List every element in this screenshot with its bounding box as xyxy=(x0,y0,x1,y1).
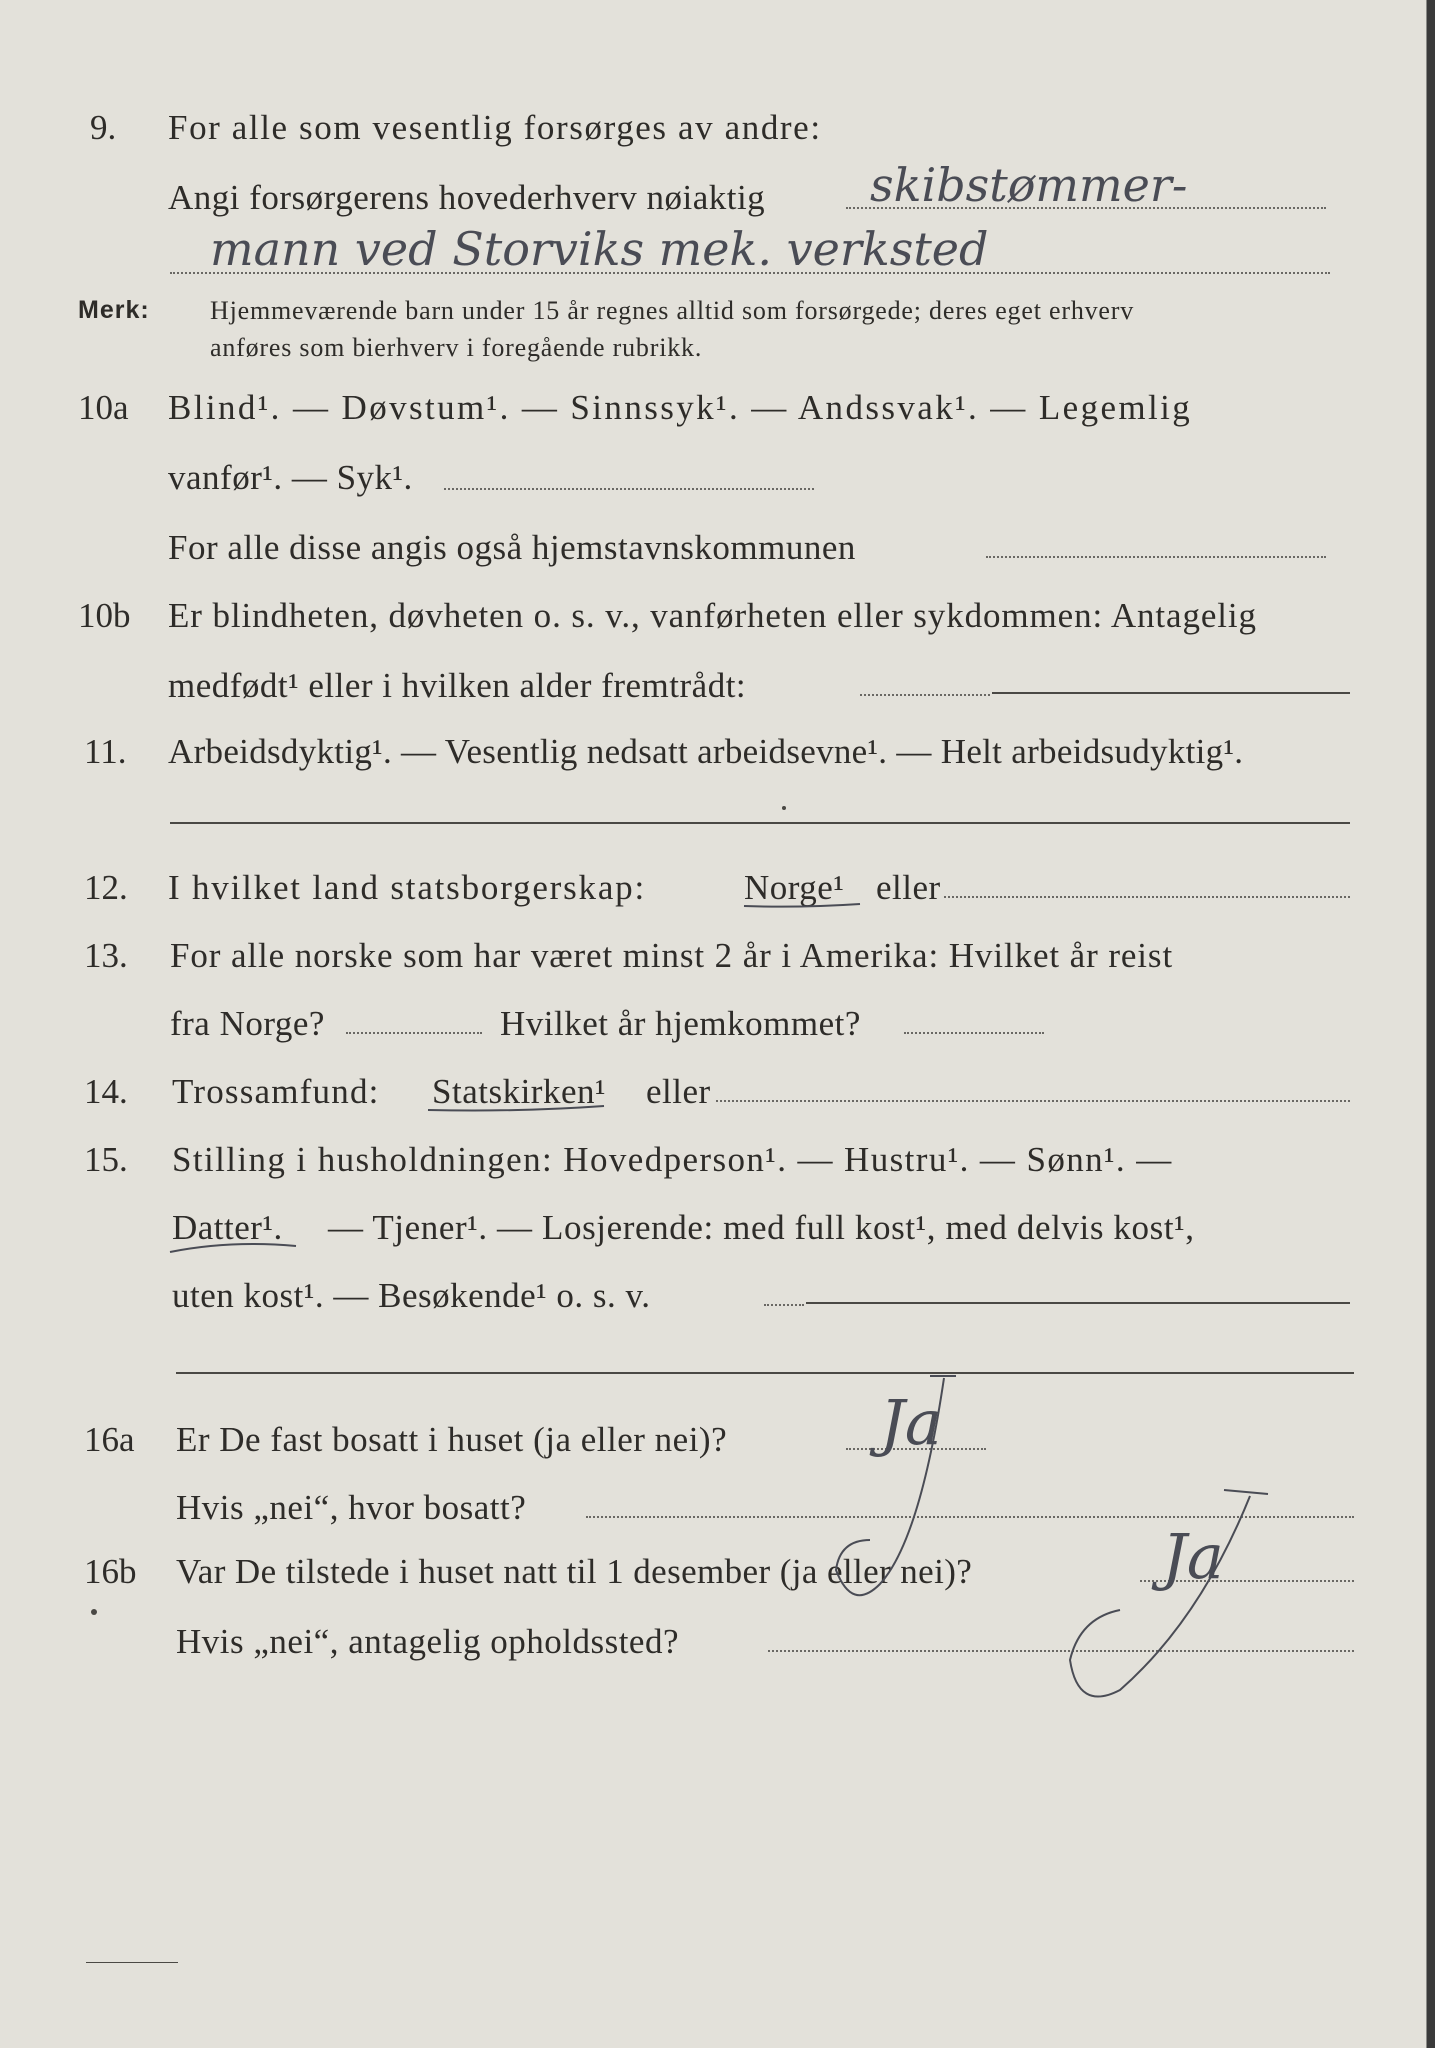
q11-line1: Arbeidsdyktig¹. — Vesentlig nedsatt arbeidsevne¹. — Helt arbeidsudyktig¹. xyxy=(168,732,1244,771)
q14-option-statskirken[interactable]: Statskirken¹ xyxy=(432,1072,606,1111)
q12-prefix: I hvilket land statsborgerskap: xyxy=(168,868,646,907)
q16b-handwritten-answer: Ja xyxy=(1162,1520,1224,1593)
q15-number: 15. xyxy=(84,1140,128,1179)
q10a-line2: vanfør¹. — Syk¹. xyxy=(168,458,413,497)
statskirken-underline xyxy=(428,1106,604,1111)
q10a-line1: Blind¹. — Døvstum¹. — Sinnssyk¹. — Andssvak¹. — Legemlig xyxy=(168,388,1193,427)
q16a-line1: Er De fast bosatt i huset (ja eller nei)? xyxy=(176,1420,728,1459)
ja-stroke-16b xyxy=(1070,1490,1268,1697)
q16a-number: 16a xyxy=(84,1420,135,1459)
q14-number: 14. xyxy=(84,1072,128,1111)
merk-label: Merk: xyxy=(78,296,150,324)
q12-number: 12. xyxy=(84,868,128,907)
q16b-number: 16b xyxy=(84,1552,137,1591)
q9-handwritten-answer1: skibstømmer- xyxy=(870,158,1188,212)
q9-line2: Angi forsørgerens hovederhverv nøiaktig xyxy=(168,178,766,217)
merk-line2: anføres som bierhverv i foregående rubrikk. xyxy=(210,333,703,362)
q15-line3: uten kost¹. — Besøkende¹ o. s. v. xyxy=(172,1276,651,1315)
q9-line1: For alle som vesentlig forsørges av andre: xyxy=(168,108,822,147)
q14-suffix: eller xyxy=(646,1072,711,1111)
q10b-line1: Er blindheten, døvheten o. s. v., vanførheten eller sykdommen: Antagelig xyxy=(168,596,1257,635)
q13-number: 13. xyxy=(84,936,128,975)
q15-line1: Stilling i husholdningen: Hovedperson¹. — Hustru¹. — Sønn¹. — xyxy=(172,1140,1173,1179)
q14-prefix: Trossamfund: xyxy=(172,1072,380,1111)
ink-dot xyxy=(782,806,786,810)
q13-line2a: fra Norge? xyxy=(170,1004,325,1043)
q10a-line3: For alle disse angis også hjemstavnskommunen xyxy=(168,528,856,567)
q10b-line2: medfødt¹ eller i hvilken alder fremtrådt: xyxy=(168,666,747,705)
q16a-line2: Hvis „nei“, hvor bosatt? xyxy=(176,1488,527,1527)
norge-underline xyxy=(744,904,860,907)
q16b-line1: Var De tilstede i huset natt til 1 desember (ja eller nei)? xyxy=(176,1552,973,1591)
q11-number: 11. xyxy=(84,732,127,771)
q12-suffix: eller xyxy=(876,868,941,907)
ink-dot xyxy=(91,1609,97,1615)
merk-line1: Hjemmeværende barn under 15 år regnes alltid som forsørgede; deres eget erhverv xyxy=(210,296,1135,325)
q9-number: 9. xyxy=(90,108,117,147)
q9-handwritten-answer2: mann ved Storviks mek. verksted xyxy=(210,222,989,276)
q15-option-datter[interactable]: Datter¹. xyxy=(172,1208,283,1247)
q10b-number: 10b xyxy=(78,596,131,635)
q12-option-norge[interactable]: Norge¹ xyxy=(744,868,845,907)
q13-line2b: Hvilket år hjemkommet? xyxy=(500,1004,861,1043)
q15-line2-rest: — Tjener¹. — Losjerende: med full kost¹, med delvis kost¹, xyxy=(328,1208,1195,1247)
datter-underline xyxy=(170,1244,296,1252)
q13-line1: For alle norske som har været minst 2 år i Amerika: Hvilket år reist xyxy=(170,936,1174,975)
q16a-handwritten-answer: Ja xyxy=(880,1386,942,1459)
ja-stroke-16a xyxy=(836,1376,956,1595)
q16b-line2: Hvis „nei“, antagelig opholdssted? xyxy=(176,1622,679,1661)
q10a-number: 10a xyxy=(78,388,129,427)
